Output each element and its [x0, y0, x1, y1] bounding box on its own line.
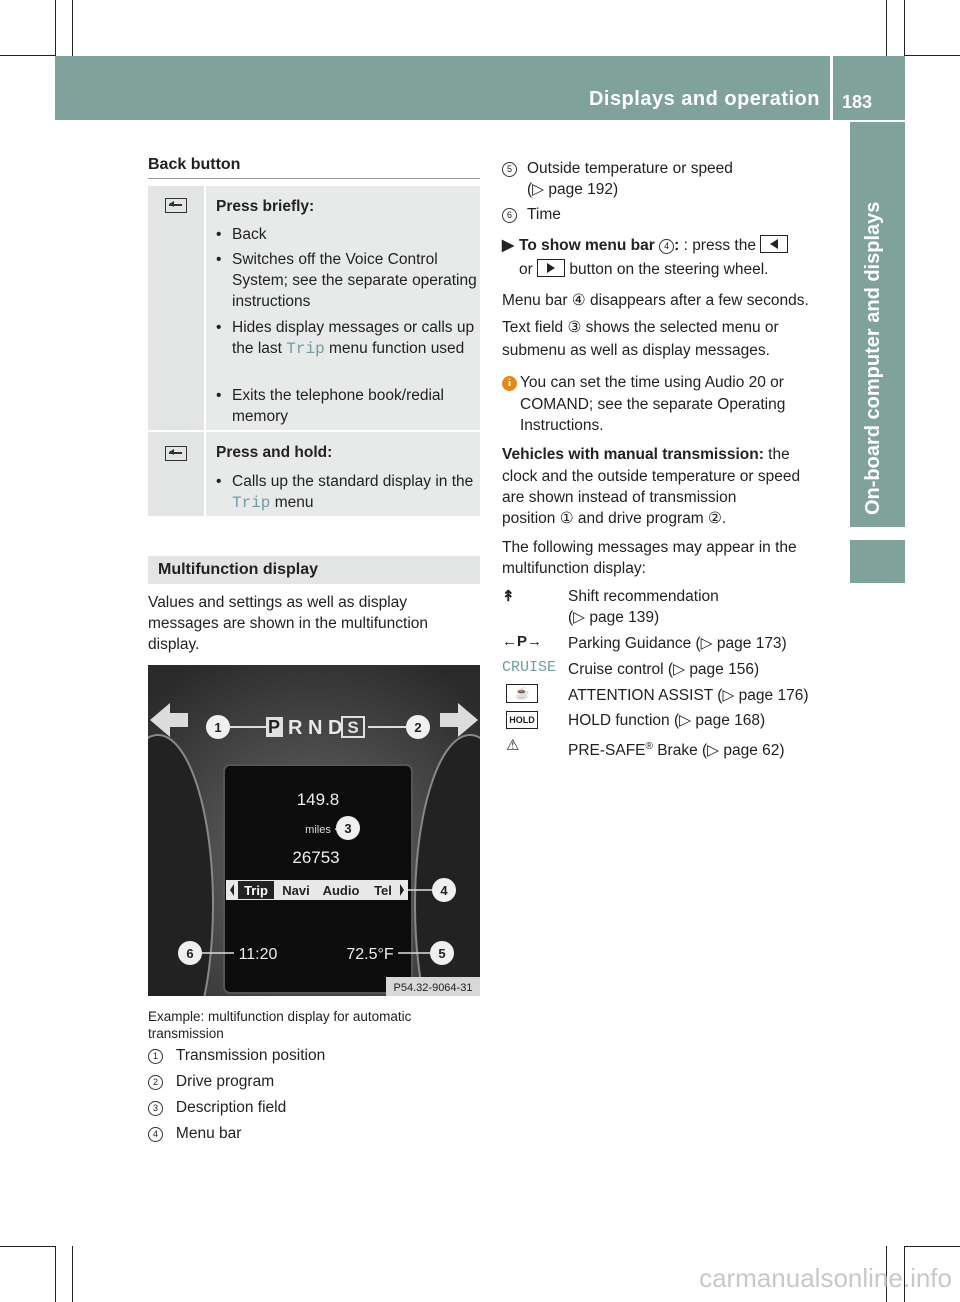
gears-rest: R N D	[288, 717, 343, 739]
bullet: •	[216, 387, 222, 404]
crop-mark	[55, 0, 56, 56]
outside-temp: 72.5°F	[346, 946, 394, 963]
list-item-text: menu	[274, 494, 314, 511]
manual-bold: Vehicles with manual transmission:	[502, 446, 764, 463]
image-caption: Example: multifunction display for automatic transmission	[148, 1009, 412, 1041]
crop-mark	[0, 55, 55, 56]
legend-number: 5	[502, 162, 517, 177]
gear-selected: P	[267, 717, 281, 737]
message-text: Shift recommendation	[568, 588, 719, 605]
legend-text: Time	[527, 206, 561, 223]
multifunction-title: Multifunction display	[158, 561, 318, 578]
crop-mark	[0, 1246, 55, 1247]
legend-number: 1	[148, 1049, 163, 1064]
page-number: 183	[842, 92, 873, 112]
menu-trip: Trip	[244, 883, 268, 898]
press-hold-heading: Press and hold:	[216, 444, 333, 461]
table-icon-column	[148, 186, 206, 516]
manual-text: are shown instead of transmission	[502, 489, 737, 506]
legend-text: Menu bar	[175, 1125, 242, 1142]
instruction-step	[519, 259, 768, 280]
legend-item	[502, 158, 517, 179]
paragraph: The following messages may appear in the	[502, 539, 797, 556]
manual-text: the	[763, 446, 790, 463]
message-text: Parking Guidance (▷ page 173)	[568, 635, 787, 652]
drive-program: S	[347, 718, 359, 737]
shift-recommendation-icon: ↟	[502, 588, 515, 605]
callout-6: 6	[186, 946, 194, 961]
back-icon	[165, 198, 187, 213]
legend-text: Drive program	[175, 1073, 275, 1090]
clock: 11:20	[238, 946, 278, 963]
list-item: Exits the telephone book/redial memory	[232, 387, 444, 425]
list-item: Back	[232, 226, 267, 243]
callout-2: 2	[414, 720, 422, 735]
crop-mark	[904, 0, 905, 56]
info-icon: i	[502, 372, 517, 393]
note-line: COMAND; see the separate Operating	[520, 396, 786, 413]
crop-mark	[905, 1246, 960, 1247]
instruction-bold: To show menu bar	[519, 237, 655, 254]
bullet: •	[216, 319, 222, 336]
note-line: You can set the time using Audio 20 or	[520, 374, 784, 391]
list-item: Switches off the Voice Control System; see the separate operating instructions	[232, 251, 477, 310]
manual-transmission-note	[502, 444, 790, 465]
message-text: Cruise control (▷ page 156)	[568, 661, 760, 678]
legend-item	[148, 1125, 241, 1143]
paragraph: Menu bar ④ disappears after a few seconds.	[502, 292, 809, 309]
menu-tel: Tel	[374, 883, 392, 898]
side-tab-block	[850, 540, 905, 583]
trip-menu-word: Trip	[232, 494, 271, 512]
note-line: Instructions.	[520, 417, 604, 434]
instruction-step: To show menu bar 4 : : press the	[519, 235, 788, 256]
legend-number: 3	[148, 1101, 163, 1116]
instruction-text: button on the steering wheel.	[569, 261, 769, 278]
back-button-title: Back button	[148, 156, 241, 173]
legend-item	[148, 1099, 286, 1117]
footer-watermark: carmanualsonline.info	[699, 1263, 952, 1293]
pre-safe-brake-icon: ⚠	[506, 737, 520, 754]
registered-mark: ®	[645, 741, 653, 752]
odometer: 26753	[292, 848, 340, 867]
table-row-separator	[148, 430, 480, 432]
left-arrow-key-icon	[760, 235, 788, 253]
side-tab-label: On-board computer and displays	[862, 201, 884, 515]
manual-text: clock and the outside temperature or speed	[502, 468, 801, 485]
legend-number: 6	[502, 208, 517, 223]
multifunction-title-bar	[148, 556, 480, 584]
crop-mark	[72, 1246, 73, 1302]
page-reference: (▷ page 139)	[568, 609, 660, 626]
list-item-text: Calls up the standard display in the	[232, 473, 474, 490]
callout-4: 4	[440, 883, 448, 898]
attention-assist-icon: ☕	[506, 684, 538, 703]
legend-number: 2	[148, 1075, 163, 1090]
trip-menu-word: Trip	[286, 340, 325, 358]
right-arrow-key-icon	[537, 259, 565, 277]
instruction-text: or	[519, 261, 533, 278]
instruction-text: : press the	[683, 237, 756, 254]
back-button-table	[148, 186, 480, 516]
paragraph: Text field ③ shows the selected menu or	[502, 319, 779, 336]
bullet: •	[216, 473, 222, 490]
paragraph: multifunction display:	[502, 560, 646, 577]
legend-number: 4	[148, 1127, 163, 1142]
legend-number: 4	[659, 239, 674, 254]
callout-5: 5	[438, 946, 446, 961]
menu-audio: Audio	[322, 883, 360, 898]
section-rule	[148, 178, 480, 179]
manual-text: position ① and drive program ②.	[502, 510, 727, 527]
instrument-cluster-image	[148, 665, 480, 996]
parking-guidance-icon: ←P→	[502, 633, 543, 650]
page-reference: (▷ page 192)	[527, 181, 619, 198]
callout-1: 1	[214, 720, 222, 735]
multifunction-intro: Values and settings as well as display messages are shown in the multifunction display.	[148, 594, 429, 653]
list-item	[232, 471, 482, 514]
crop-mark	[886, 0, 887, 56]
page-title: Displays and operation	[588, 88, 820, 110]
legend-item	[148, 1073, 274, 1091]
paragraph: submenu as well as display messages.	[502, 342, 770, 359]
legend-text: Outside temperature or speed	[527, 160, 733, 177]
message-text	[568, 736, 785, 761]
trip-unit: miles	[305, 824, 331, 836]
legend-text: Description field	[175, 1099, 287, 1116]
bullet: •	[216, 251, 222, 268]
callout-3: 3	[344, 821, 352, 836]
instruction-arrow: ▶	[502, 237, 514, 254]
cluster-svg	[148, 665, 480, 996]
list-item	[232, 317, 482, 360]
list-item-text: Hides display messages or calls up the last	[232, 319, 475, 357]
menu-navi: Navi	[282, 883, 310, 898]
list-item-text: menu function used	[329, 340, 465, 357]
legend-item	[502, 204, 517, 225]
bullet: •	[216, 226, 222, 243]
legend-text: Transmission position	[175, 1047, 326, 1064]
header-separator	[830, 56, 833, 120]
image-code: P54.32-9064-31	[393, 982, 473, 994]
hold-icon: HOLD	[506, 711, 538, 729]
cruise-icon: CRUISE	[502, 659, 557, 676]
press-briefly-heading: Press briefly:	[216, 198, 315, 215]
crop-mark	[55, 1246, 56, 1302]
trip-value: 149.8	[296, 790, 340, 809]
message-text: ATTENTION ASSIST (▷ page 176)	[568, 687, 809, 704]
crop-mark	[72, 0, 73, 56]
message-text: HOLD function (▷ page 168)	[568, 712, 766, 729]
back-icon	[165, 446, 187, 461]
legend-item	[148, 1047, 325, 1065]
message-text-part: Brake (▷ page 62)	[652, 742, 785, 760]
crop-mark	[905, 55, 960, 56]
message-text-part: PRE-SAFE	[568, 742, 646, 760]
